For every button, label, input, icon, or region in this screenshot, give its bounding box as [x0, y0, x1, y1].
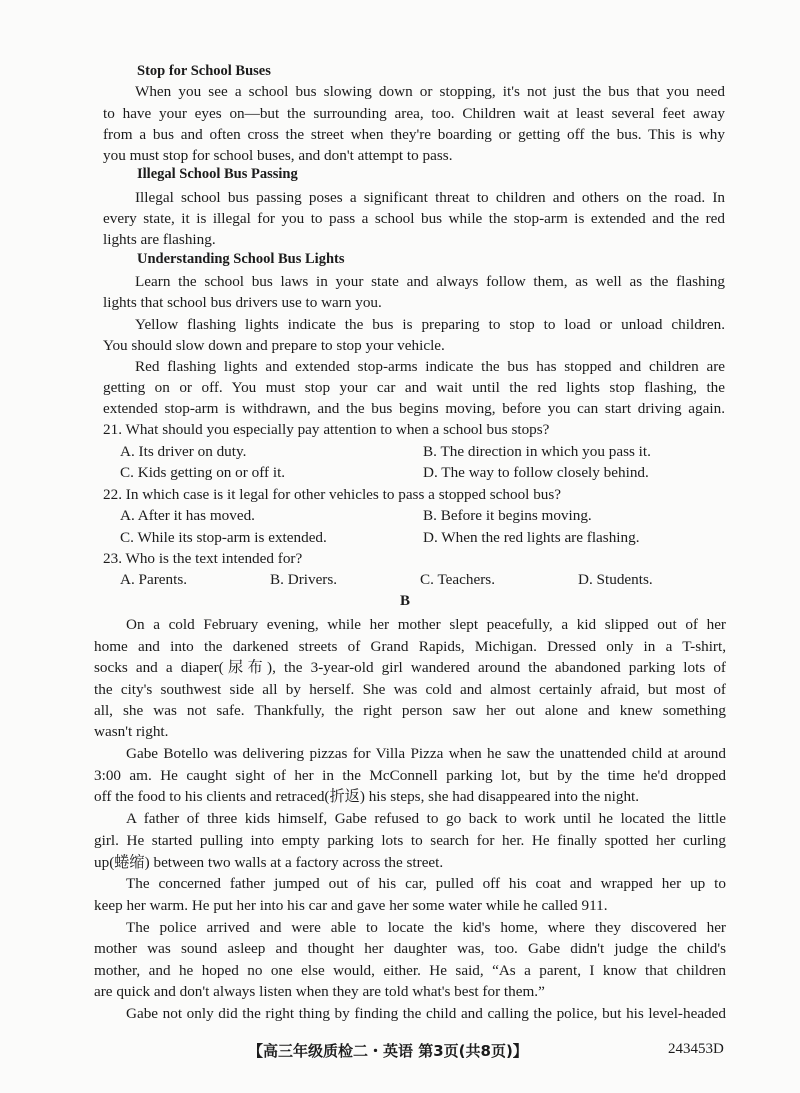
paragraph-line: the city's southwest side all by herself. She was cold and almost certainly afraid, but most of	[94, 681, 726, 698]
paragraph-line: On a cold February evening, while her mother slept peacefully, a kid slipped out of her	[126, 616, 726, 633]
answer-option: C. Teachers.	[420, 571, 495, 588]
paragraph-line: The concerned father jumped out of his car, pulled off his coat and wrapped her up to	[126, 875, 726, 892]
answer-option: D. The way to follow closely behind.	[423, 464, 649, 481]
paragraph-line: are quick and don't always listen when they are told what's best for them.”	[94, 983, 545, 1000]
paragraph-line: getting on or off. You must stop your car and wait until the red lights stop flashing, the	[103, 379, 725, 396]
answer-option: B. Before it begins moving.	[423, 507, 592, 524]
paragraph-line: extended stop-arm is withdrawn, and the bus begins moving, before you can start driving again.	[103, 400, 725, 417]
section-heading-stop-for-school-buses: Stop for School Buses	[137, 63, 271, 79]
paragraph-line: mother, and he hoped no one else would, either. He said, “As a parent, I know that children	[94, 962, 726, 979]
paragraph-line: mother was sound asleep and thought her daughter was, too. Gabe didn't judge the child's	[94, 940, 726, 957]
paragraph-line: Red flashing lights and extended stop-arms indicate the bus has stopped and children are	[135, 358, 725, 375]
paper-code: 243453D	[668, 1041, 724, 1057]
answer-option: A. Its driver on duty.	[120, 443, 247, 460]
paragraph-line: Learn the school bus laws in your state and always follow them, as well as the flashing	[135, 273, 725, 290]
paragraph-line: wasn't right.	[94, 723, 169, 740]
question-stem: 21. What should you especially pay attention to when a school bus stops?	[103, 421, 550, 438]
paragraph-line: every state, it is illegal for you to pass a school bus while the stop-arm is extended and the red	[103, 210, 725, 227]
answer-option: B. Drivers.	[270, 571, 338, 588]
paragraph-line: 3:00 am. He caught sight of her in the McConnell parking lot, but by the time he'd dropped	[94, 767, 726, 784]
paragraph-line: A father of three kids himself, Gabe refused to go back to work until he located the little	[126, 810, 726, 827]
answer-option: A. Parents.	[120, 571, 188, 588]
paragraph-line: The police arrived and were able to locate the kid's home, where they discovered her	[126, 919, 726, 936]
paragraph-line: Gabe not only did the right thing by finding the child and calling the police, but his level-headed	[126, 1005, 726, 1022]
question-stem: 22. In which case is it legal for other vehicles to pass a stopped school bus?	[103, 486, 562, 503]
section-heading-illegal-passing: Illegal School Bus Passing	[137, 166, 298, 182]
paragraph-line: socks and a diaper(尿布), the 3-year-old girl wandered around the abandoned parking lots of	[94, 659, 726, 676]
page-footer-label: 【高三年级质检二・英语 第3页(共8页)】	[248, 1042, 528, 1060]
paragraph-line: from a bus and often cross the street when they're boarding or getting off the bus. This is why	[103, 126, 725, 143]
section-label-b: B	[400, 593, 411, 609]
paragraph-line: Gabe Botello was delivering pizzas for Villa Pizza when he saw the unattended child at around	[126, 745, 726, 762]
paragraph-line: You should slow down and prepare to stop your vehicle.	[103, 337, 445, 354]
paragraph-line: home and into the darkened streets of Grand Rapids, Michigan. Dressed only in a T-shirt,	[94, 638, 726, 655]
answer-option: B. The direction in which you pass it.	[423, 443, 651, 460]
answer-option: A. After it has moved.	[120, 507, 255, 524]
answer-option: D. Students.	[578, 571, 653, 588]
paragraph-line: Illegal school bus passing poses a significant threat to children and others on the road. In	[135, 189, 725, 206]
paragraph-line: Yellow flashing lights indicate the bus is preparing to stop to load or unload children.	[135, 316, 725, 333]
paragraph-line: keep her warm. He put her into his car and gave her some water while he called 911.	[94, 897, 608, 914]
paragraph-line: all, she was not safe. Thankfully, the right person saw her out alone and knew something	[94, 702, 726, 719]
paragraph-line: lights are flashing.	[103, 231, 216, 248]
paragraph-line: you must stop for school buses, and don't attempt to pass.	[103, 147, 453, 164]
answer-option: C. Kids getting on or off it.	[120, 464, 286, 481]
paragraph-line: to have your eyes on—but the surrounding area, too. Children wait at least several feet away	[103, 105, 725, 122]
section-heading-bus-lights: Understanding School Bus Lights	[137, 251, 345, 267]
paragraph-line: When you see a school bus slowing down or stopping, it's not just the bus that you need	[135, 83, 725, 100]
question-stem: 23. Who is the text intended for?	[103, 550, 303, 567]
paragraph-line: lights that school bus drivers use to warn you.	[103, 294, 382, 311]
paragraph-line: up(蜷缩) between two walls at a factory across the street.	[94, 854, 444, 871]
answer-option: C. While its stop-arm is extended.	[120, 529, 327, 546]
paragraph-line: off the food to his clients and retraced(折返) his steps, she had disappeared into the night.	[94, 788, 640, 805]
answer-option: D. When the red lights are flashing.	[423, 529, 640, 546]
paragraph-line: girl. He started pulling into empty parking lots to search for her. He finally spotted her curling	[94, 832, 726, 849]
